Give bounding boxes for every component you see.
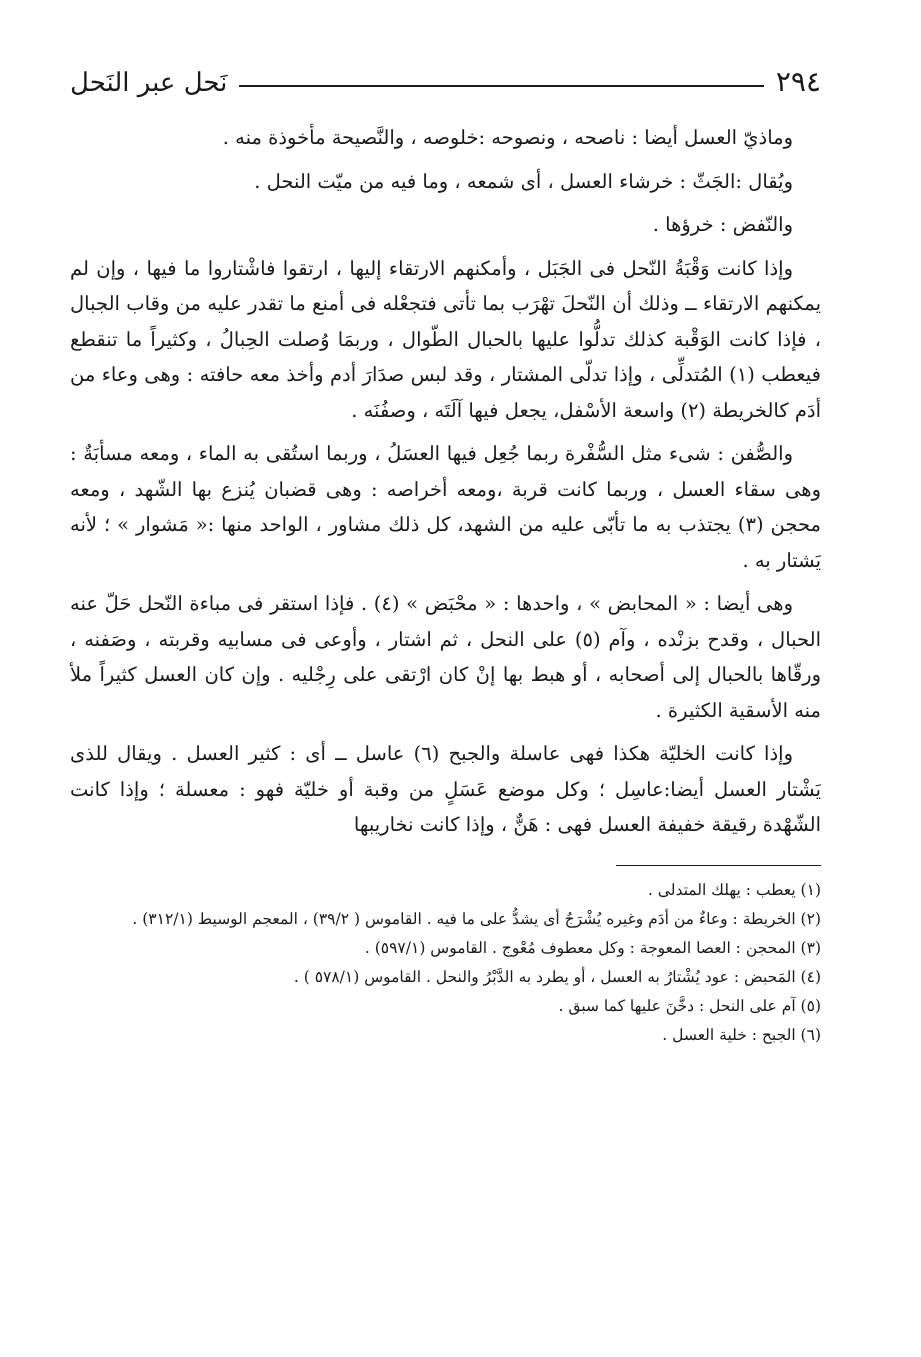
paragraph: ويُقال :الجَثّ : خرشاء العسل ، أى شمعه ، وما فيه من ميّت النحل . xyxy=(254,169,793,193)
footnote: (٦) الجبح : خلية العسل . xyxy=(662,1025,821,1044)
paragraph: وهى أيضا : « المحابض » ، واحدها : « محْبَض » (٤) . فإذا استقر فى مباءة النّحل حَلّ عنه الحبال ، وقدح بزنْده ، وآم (٥) على النحل ، ثم اشتار ، وأوعى فى مسابيه وقربته ، وصَفنه ، ورقّاها بالحبال إلى أصحابه ، أو هبط بها إنْ كان ارْتقى على رِجْليه . وإن كان العسل كثيراً ملأ منه الأسقية الكثيرة . xyxy=(70,592,821,722)
footnote: (٥) آم على النحل : دخَّنَ عليها كما سبق . xyxy=(558,996,821,1015)
book-page xyxy=(70,52,821,1317)
paragraph: والنّفض : خرؤها . xyxy=(652,213,793,236)
header-rule xyxy=(239,85,763,87)
paragraph: وإذا كانت الخليّة هكذا فهى عاسلة والجبح (٦) عاسل ــ أى : كثير العسل . ويقال للذى يَشْتار العسل أيضا:عاسِل ؛ وكل موضع عَسَلٍ من وقبة أو خليّة فهو : معسلة ؛ وإذا كانت الشّهْدة رقيقة خفيفة العسل فهى : هَنٌّ ، وإذا كانت نخاريبها xyxy=(70,742,821,836)
paragraph: وإذا كانت وَقْبَةُ النّحل فى الجَبَل ، وأمكنهم الارتقاء إليها ، ارتقوا فاشْتاروا ما فيها ، وإن لم يمكنهم الارتقاء ــ وذلك أن النّحلَ تهْرَب بما تأتى فتجعْله فى أمنع ما تقدر عليه من وقاب الجبال ، فإذا كانت الوَقْبة كذلك تدلُّوا عليها بالحبال الطّوال ، وربمَا وُصلت الحِبالُ ، وكثيراً ما تنقطع فيعطب (١) المُتدلِّى ، وإذا تدلّى المشتار ، وقد لبس صدَارَ أدم وأخذ معه حافته : وهى وعاء من أدَم كالخريطة (٢) واسعة الأسْفل، يجعل فيها آلَتَه ، وصفُنَه . xyxy=(70,256,821,422)
footnote-separator xyxy=(616,865,821,866)
footnote: (٤) المَحبض : عود يُشْتارُ به العسل ، أو يطرد به الدَّبْرُ والنحل . القاموس (٥٧٨/١ ) . xyxy=(293,967,821,986)
page-number: ٢٩٤ xyxy=(775,65,821,98)
paragraph: وماذيّ العسل أيضا : ناصحه ، ونصوحه :خلوصه ، والنَّصيحة مأخوذة منه . xyxy=(222,126,793,149)
page-header xyxy=(70,52,821,96)
paragraph: والصُّفن : شىء مثل السُّفْرة ربما جُعِل فيها العسَلُ ، وربما استُقى به الماء ، ومعه مسأبَةٌ : وهى سقاء العسل ، وربما كانت قربة ،ومعه أخراصه : وهى قضبان يُنزع بها الشّهد ، ومعه محجن (٣) يجتذب به ما تأبّى عليه من الشهد، كل ذلك مشاور ، الواحد منها :« مَشوار » ؛ لأنه يَشتار به . xyxy=(70,442,821,572)
footnote: (١) يعطب : يهلك المتدلى . xyxy=(647,880,821,899)
running-title: نَحل عبر النَحل xyxy=(70,68,228,98)
footnote: (٢) الخريطة : وعاءٌ من أدَم وغيره يُشْرَجُ أى يشدُّ على ما فيه . القاموس ( ٣٩/٢) ، المعجم الوسيط (٣١٢/١) . xyxy=(132,909,821,928)
body-text xyxy=(70,120,821,843)
footnote: (٣) المحجن : العصا المعوجة : وكل معطوف مُعْوج . القاموس (٥٩٧/١) . xyxy=(364,938,821,957)
footnotes xyxy=(70,876,821,1050)
